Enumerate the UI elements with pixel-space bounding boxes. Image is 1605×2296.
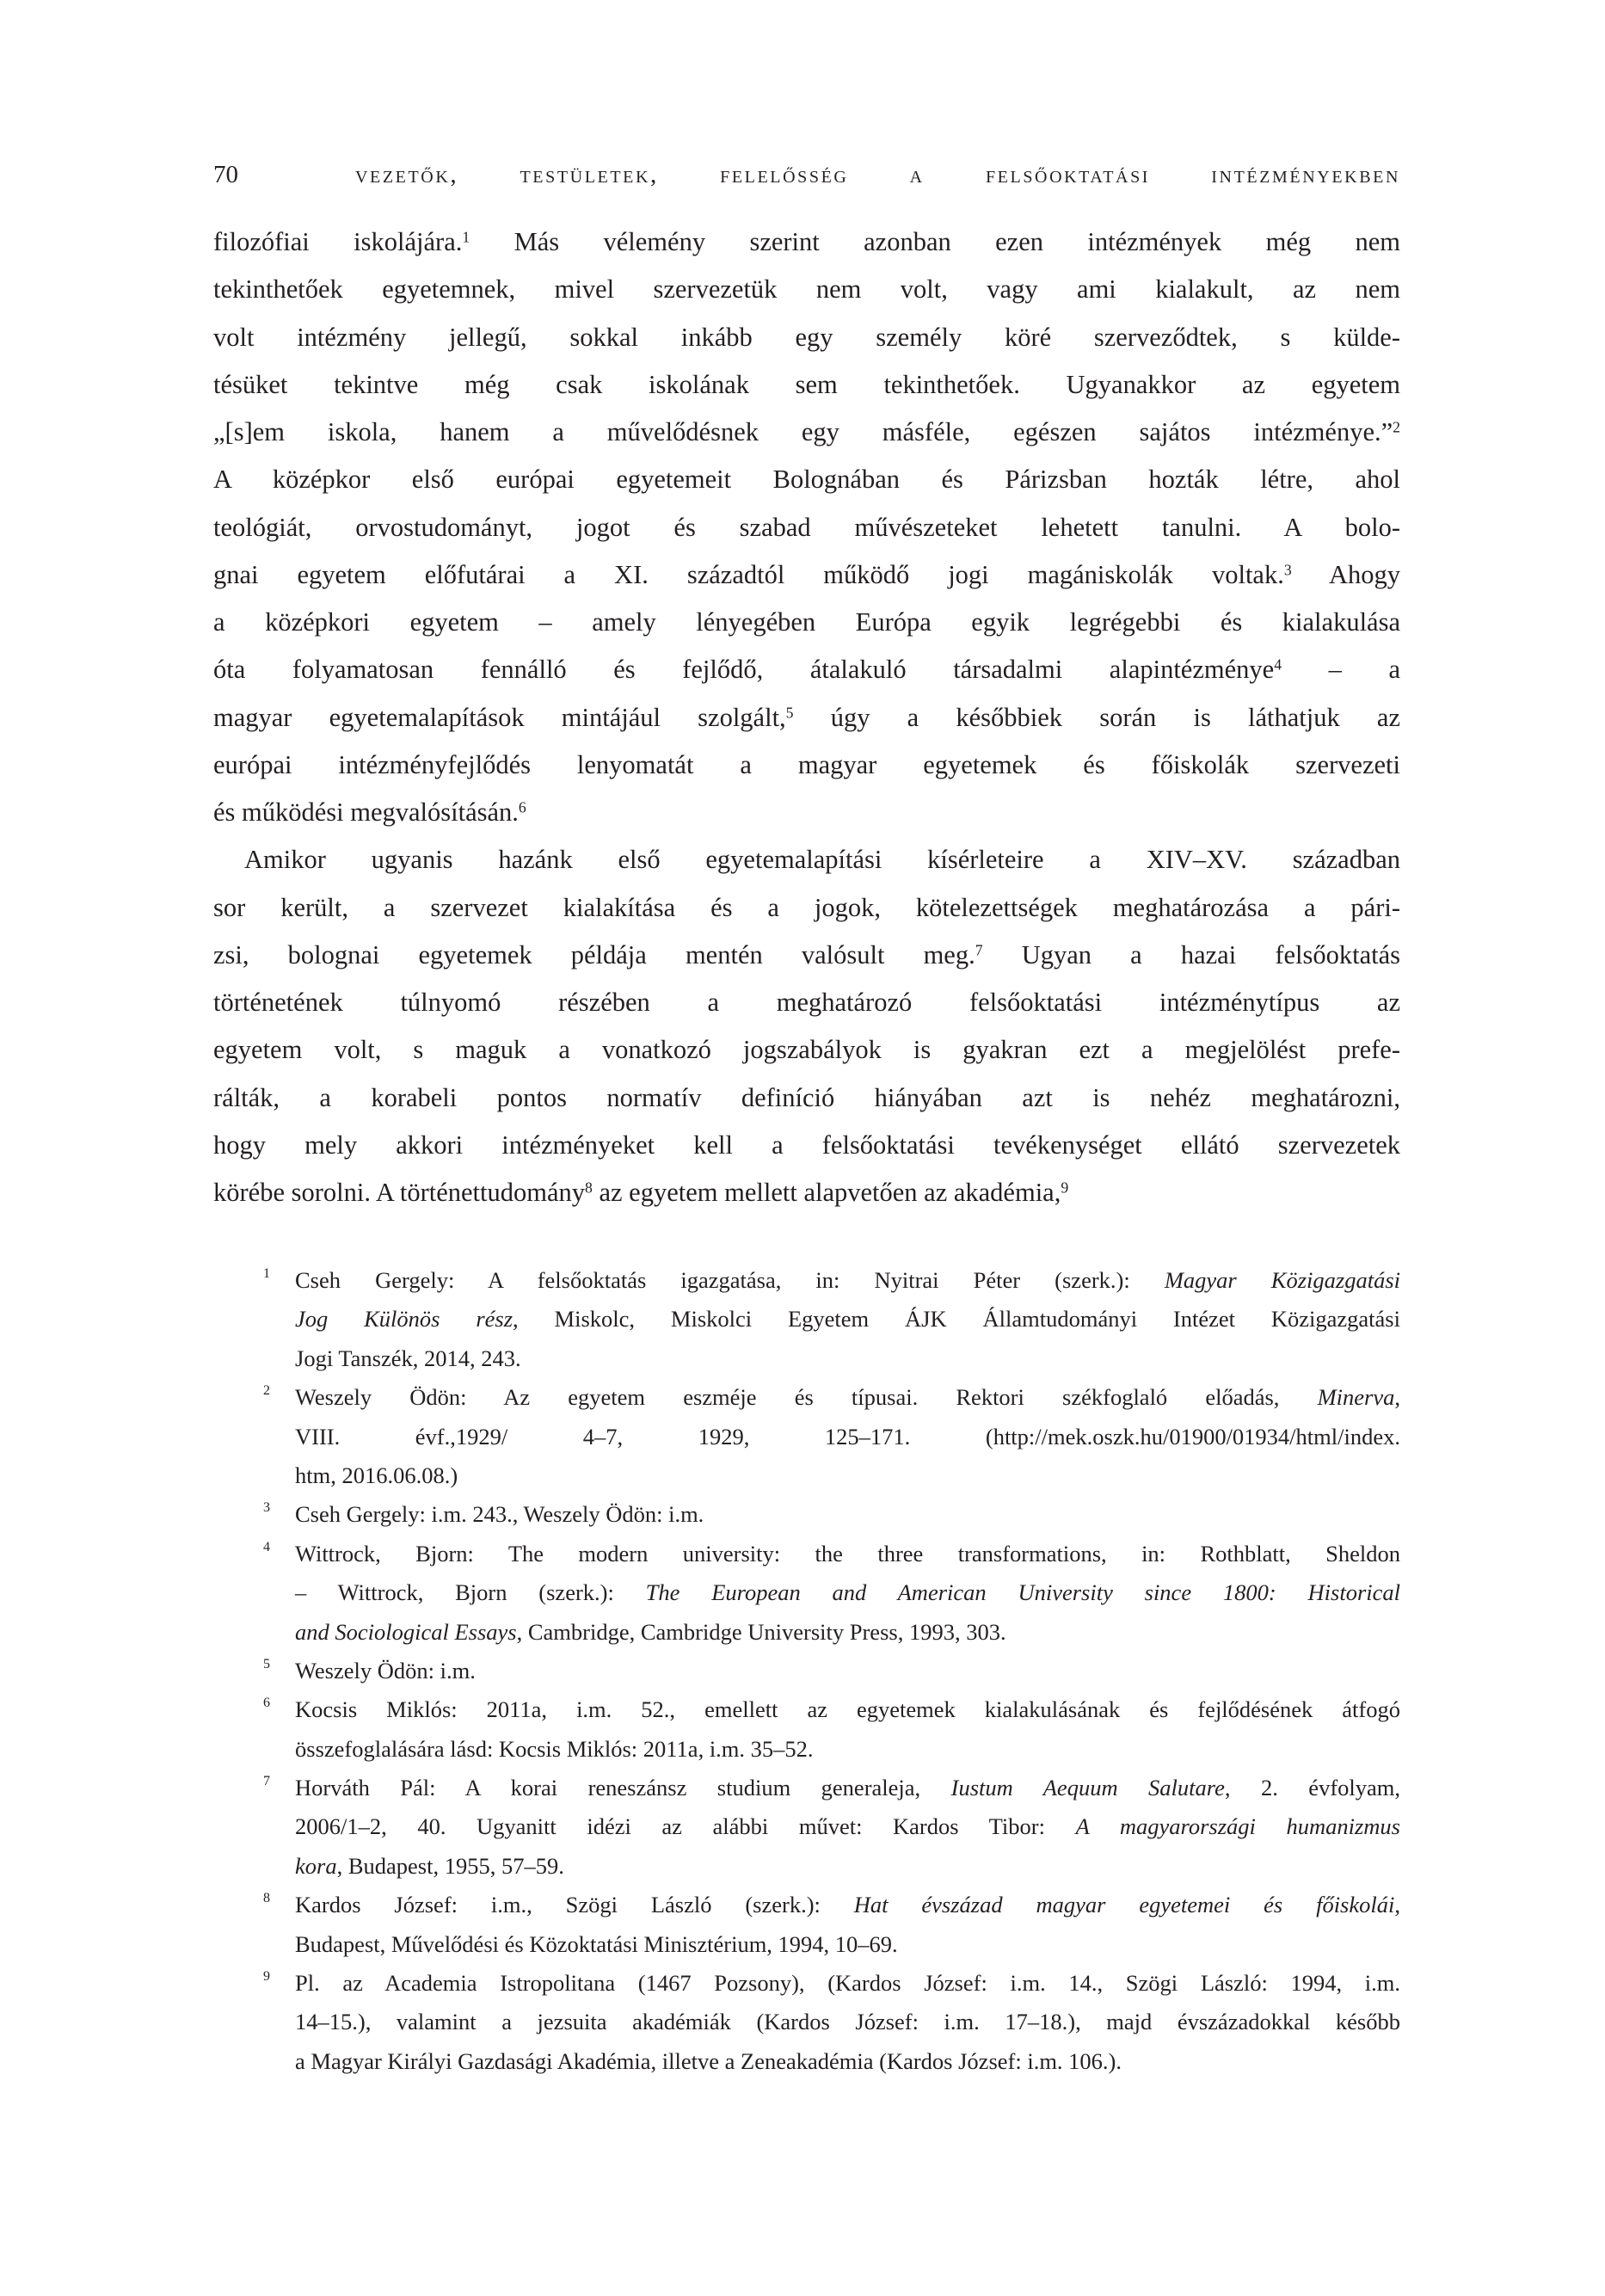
footnote-reference[interactable]: 6 xyxy=(518,798,526,816)
body-line xyxy=(213,789,1400,836)
footnote-number: 7 xyxy=(263,1774,270,1789)
footnote-text-run: Horváth Pál: A korai reneszánsz studium generaleja, xyxy=(295,1775,951,1801)
body-text-run: volt intézmény jellegű, sokkal inkább egy személy köré szerveződtek, s külde- xyxy=(213,322,1400,352)
footnote-line xyxy=(295,1495,1400,1534)
body-line xyxy=(213,1026,1400,1074)
page-number: 70 xyxy=(213,161,238,188)
footnote-line xyxy=(295,1339,1400,1378)
body-text-run: gnai egyetem előfutárai a XI. századtól működő jogi magániskolák voltak. xyxy=(213,559,1284,589)
body-line xyxy=(213,1074,1400,1122)
body-text-run: A középkor első európai egyetemeit Bolognában és Párizsban hozták létre, ahol xyxy=(213,465,1400,495)
footnote-line xyxy=(295,1378,1400,1417)
footnote-line xyxy=(295,1964,1400,2003)
footnote-italic-title: Magyar Közigazgatási xyxy=(1164,1267,1400,1293)
body-line xyxy=(213,551,1400,599)
footnote-line xyxy=(295,1925,1400,1964)
footnote-reference[interactable]: 1 xyxy=(462,228,470,246)
footnote-number: 2 xyxy=(263,1383,270,1399)
footnote-italic-title: A magyarországi humanizmus xyxy=(1075,1813,1400,1840)
running-title: vezetők, testületek, felelősség a felsőoktatási intézményekben xyxy=(355,161,1400,188)
footnote-line xyxy=(295,1573,1400,1612)
footnote-text-run: Jogi Tanszék, 2014, 243. xyxy=(295,1345,521,1371)
body-line xyxy=(213,314,1400,361)
body-line xyxy=(213,932,1400,979)
footnote-italic-title: Hat évszázad magyar egyetemei és főiskolái xyxy=(853,1892,1395,1918)
footnote-text-run: , 2. évfolyam, xyxy=(1224,1775,1401,1801)
footnote-italic-title: and Sociological Essays xyxy=(295,1618,517,1645)
footnote-italic-title: kora xyxy=(295,1852,337,1879)
body-text-run: tekinthetőek egyetemnek, mivel szervezetük nem volt, vagy ami kialakult, az nem xyxy=(213,274,1400,305)
footnote-text-run: a Magyar Királyi Gazdasági Akadémia, illetve a Zeneakadémia (Kardos József: i.m. 106.). xyxy=(295,2047,1122,2074)
body-text-run: Amikor ugyanis hazánk első egyetemalapítási kísérleteire a XIV–XV. században xyxy=(244,845,1400,875)
body-line xyxy=(213,1169,1400,1216)
footnote-line xyxy=(295,1886,1400,1924)
footnote-italic-title: Minerva xyxy=(1317,1384,1395,1411)
body-line xyxy=(213,219,1400,266)
footnote-reference[interactable]: 3 xyxy=(1283,561,1292,579)
footnote-text-run: VIII. évf.,1929/ 4–7, 1929, 125–171. (http://mek.oszk.hu/01900/01934/html/index. xyxy=(295,1423,1400,1450)
body-text-run: Ugyan a hazai felsőoktatás xyxy=(982,939,1401,969)
footnote-number: 3 xyxy=(263,1500,270,1516)
footnote-text-run: Cseh Gergely: i.m. 243., Weszely Ödön: i.m. xyxy=(295,1501,704,1528)
body-text-run: és működési megvalósításán. xyxy=(213,797,519,827)
footnote-item xyxy=(213,1261,1400,1378)
footnote-reference[interactable]: 2 xyxy=(1393,418,1400,436)
body-text-run: hogy mely akkori intézményeket kell a felsőoktatási tevékenységet ellátó szervezetek xyxy=(213,1130,1400,1160)
body-text-run: Más vélemény szerint azonban ezen intézmények még nem xyxy=(470,227,1401,256)
body-line xyxy=(213,361,1400,409)
footnote-reference[interactable]: 8 xyxy=(585,1179,593,1197)
body-text-run: történetének túlnyomó részében a meghatározó felsőoktatási intézménytípus az xyxy=(213,988,1400,1017)
footnote-line xyxy=(295,1652,1400,1690)
footnote-reference[interactable]: 5 xyxy=(785,703,794,721)
body-text-run: teológiát, orvostudományt, jogot és szabad művészeteket lehetett tanulni. A bolo- xyxy=(213,512,1400,542)
body-text-run: tésüket tekintve még csak iskolának sem tekinthetőek. Ugyanakkor az egyetem xyxy=(213,369,1400,399)
body-line xyxy=(213,694,1400,742)
body-text-run: egyetem volt, s maguk a vonatkozó jogszabályok is gyakran ezt a megjelölést prefe- xyxy=(213,1035,1400,1065)
footnote-line xyxy=(295,2042,1400,2081)
footnote-text-run: htm, 2016.06.08.) xyxy=(295,1462,458,1488)
footnote-number: 1 xyxy=(263,1266,270,1281)
footnote-italic-title: Iustum Aequum Salutare xyxy=(950,1775,1225,1801)
footnote-text-run: Weszely Ödön: i.m. xyxy=(295,1657,476,1684)
body-text-run: óta folyamatosan fennálló és fejlődő, átalakuló társadalmi alapintézménye xyxy=(213,655,1275,685)
footnote-line xyxy=(295,1456,1400,1495)
footnote-text-run: , xyxy=(1394,1892,1400,1918)
footnote-text-run: , Miskolc, Miskolci Egyetem ÁJK Államtudományi Intézet Közigazgatási xyxy=(513,1306,1400,1333)
body-text xyxy=(213,219,1400,1216)
body-text-run: „[s]em iskola, hanem a művelődésnek egy másféle, egészen sajátos intézménye.” xyxy=(213,417,1393,446)
footnote-number: 6 xyxy=(263,1696,270,1711)
footnote-text-run: 14–15.), valamint a jezsuita akadémiák (Kardos József: i.m. 17–18.), majd évszázadokkal később xyxy=(295,2009,1400,2035)
footnote-item xyxy=(213,1886,1400,1964)
footnote-item xyxy=(213,1535,1400,1652)
footnote-text-run: – Wittrock, Bjorn (szerk.): xyxy=(295,1579,646,1606)
footnote-text-run: , xyxy=(1394,1384,1400,1411)
body-line xyxy=(213,504,1400,551)
body-text-run: az egyetem mellett alapvetően az akadémia, xyxy=(592,1178,1061,1207)
footnote-text-run: Wittrock, Bjorn: The modern university: the three transformations, in: Rothblatt, Sheldon xyxy=(295,1540,1400,1567)
footnote-line xyxy=(295,1613,1400,1652)
footnote-text-run: összefoglalására lásd: Kocsis Miklós: 2011a, i.m. 35–52. xyxy=(295,1735,814,1762)
body-line xyxy=(213,456,1400,503)
footnote-text-run: Cseh Gergely: A felsőoktatás igazgatása, in: Nyitrai Péter (szerk.): xyxy=(295,1267,1165,1293)
body-text-run: úgy a későbbiek során is láthatjuk az xyxy=(793,702,1400,732)
footnote-reference[interactable]: 4 xyxy=(1274,656,1282,674)
body-line xyxy=(213,884,1400,932)
body-text-run: zsi, bolognai egyetemek példája mentén valósult meg. xyxy=(213,939,975,969)
body-text-run: sor került, a szervezet kialakítása és a jogok, kötelezettségek meghatározása a pári- xyxy=(213,892,1400,922)
body-text-run: a középkori egyetem – amely lényegében Európa egyik legrégebbi és kialakulása xyxy=(213,607,1400,637)
running-head xyxy=(213,160,1400,189)
footnote-item xyxy=(213,1964,1400,2081)
body-line xyxy=(213,409,1400,456)
footnote-line xyxy=(295,1261,1400,1300)
body-text-run: körébe sorolni. A történettudomány xyxy=(213,1178,586,1207)
body-text-run: rálták, a korabeli pontos normatív definíció hiányában azt is nehéz meghatározni, xyxy=(213,1082,1400,1112)
footnote-text-run: , Cambridge, Cambridge University Press, 1993, 303. xyxy=(516,1618,1006,1645)
body-text-run: filozófiai iskolájára. xyxy=(213,227,463,256)
footnote-text-run: Budapest, Művelődési és Közoktatási Minisztérium, 1994, 10–69. xyxy=(295,1930,898,1957)
footnote-reference[interactable]: 9 xyxy=(1061,1179,1069,1197)
footnotes xyxy=(213,1261,1400,2081)
body-text-run: európai intézményfejlődés lenyomatát a magyar egyetemek és főiskolák szervezeti xyxy=(213,749,1400,779)
body-text-run: – a xyxy=(1282,655,1400,685)
body-line xyxy=(213,266,1400,313)
footnote-item xyxy=(213,1769,1400,1886)
footnote-number: 8 xyxy=(263,1891,270,1906)
body-line xyxy=(213,979,1400,1026)
footnote-item xyxy=(213,1495,1400,1534)
footnote-item xyxy=(213,1378,1400,1495)
footnote-line xyxy=(295,1690,1400,1729)
footnote-line xyxy=(295,1769,1400,1807)
body-line xyxy=(213,646,1400,693)
footnote-number: 4 xyxy=(263,1539,270,1554)
body-line xyxy=(213,742,1400,789)
footnote-item xyxy=(213,1690,1400,1769)
footnote-line xyxy=(295,1847,1400,1886)
footnote-line xyxy=(295,1807,1400,1846)
footnote-text-run: 2006/1–2, 40. Ugyanitt idézi az alábbi művet: Kardos Tibor: xyxy=(295,1813,1076,1840)
body-line xyxy=(213,599,1400,646)
footnote-line xyxy=(295,1730,1400,1769)
footnote-text-run: Kocsis Miklós: 2011a, i.m. 52., emellett az egyetemek kialakulásának és fejlődésének átfogó xyxy=(295,1696,1400,1723)
body-text-run: Ahogy xyxy=(1291,559,1400,589)
footnote-line xyxy=(295,1300,1400,1339)
footnote-number: 5 xyxy=(263,1656,270,1671)
footnote-number: 9 xyxy=(263,1969,270,1985)
footnote-line xyxy=(295,1418,1400,1456)
footnote-reference[interactable]: 7 xyxy=(975,941,983,959)
footnote-line xyxy=(295,1535,1400,1573)
footnote-line xyxy=(295,2003,1400,2041)
footnote-item xyxy=(213,1652,1400,1690)
footnote-italic-title: Jog Különös rész xyxy=(295,1306,513,1333)
body-line xyxy=(213,836,1400,883)
body-line xyxy=(213,1122,1400,1169)
footnote-text-run: Pl. az Academia Istropolitana (1467 Pozsony), (Kardos József: i.m. 14., Szögi László: 1994, i.m. xyxy=(295,1970,1400,1997)
footnote-text-run: Kardos József: i.m., Szögi László (szerk.): xyxy=(295,1892,854,1918)
footnote-text-run: , Budapest, 1955, 57–59. xyxy=(336,1852,564,1879)
footnote-italic-title: The European and American University since 1800: Historical xyxy=(645,1579,1400,1606)
body-text-run: magyar egyetemalapítások mintájául szolgált, xyxy=(213,702,786,732)
footnote-text-run: Weszely Ödön: Az egyetem eszméje és típusai. Rektori székfoglaló előadás, xyxy=(295,1384,1318,1411)
